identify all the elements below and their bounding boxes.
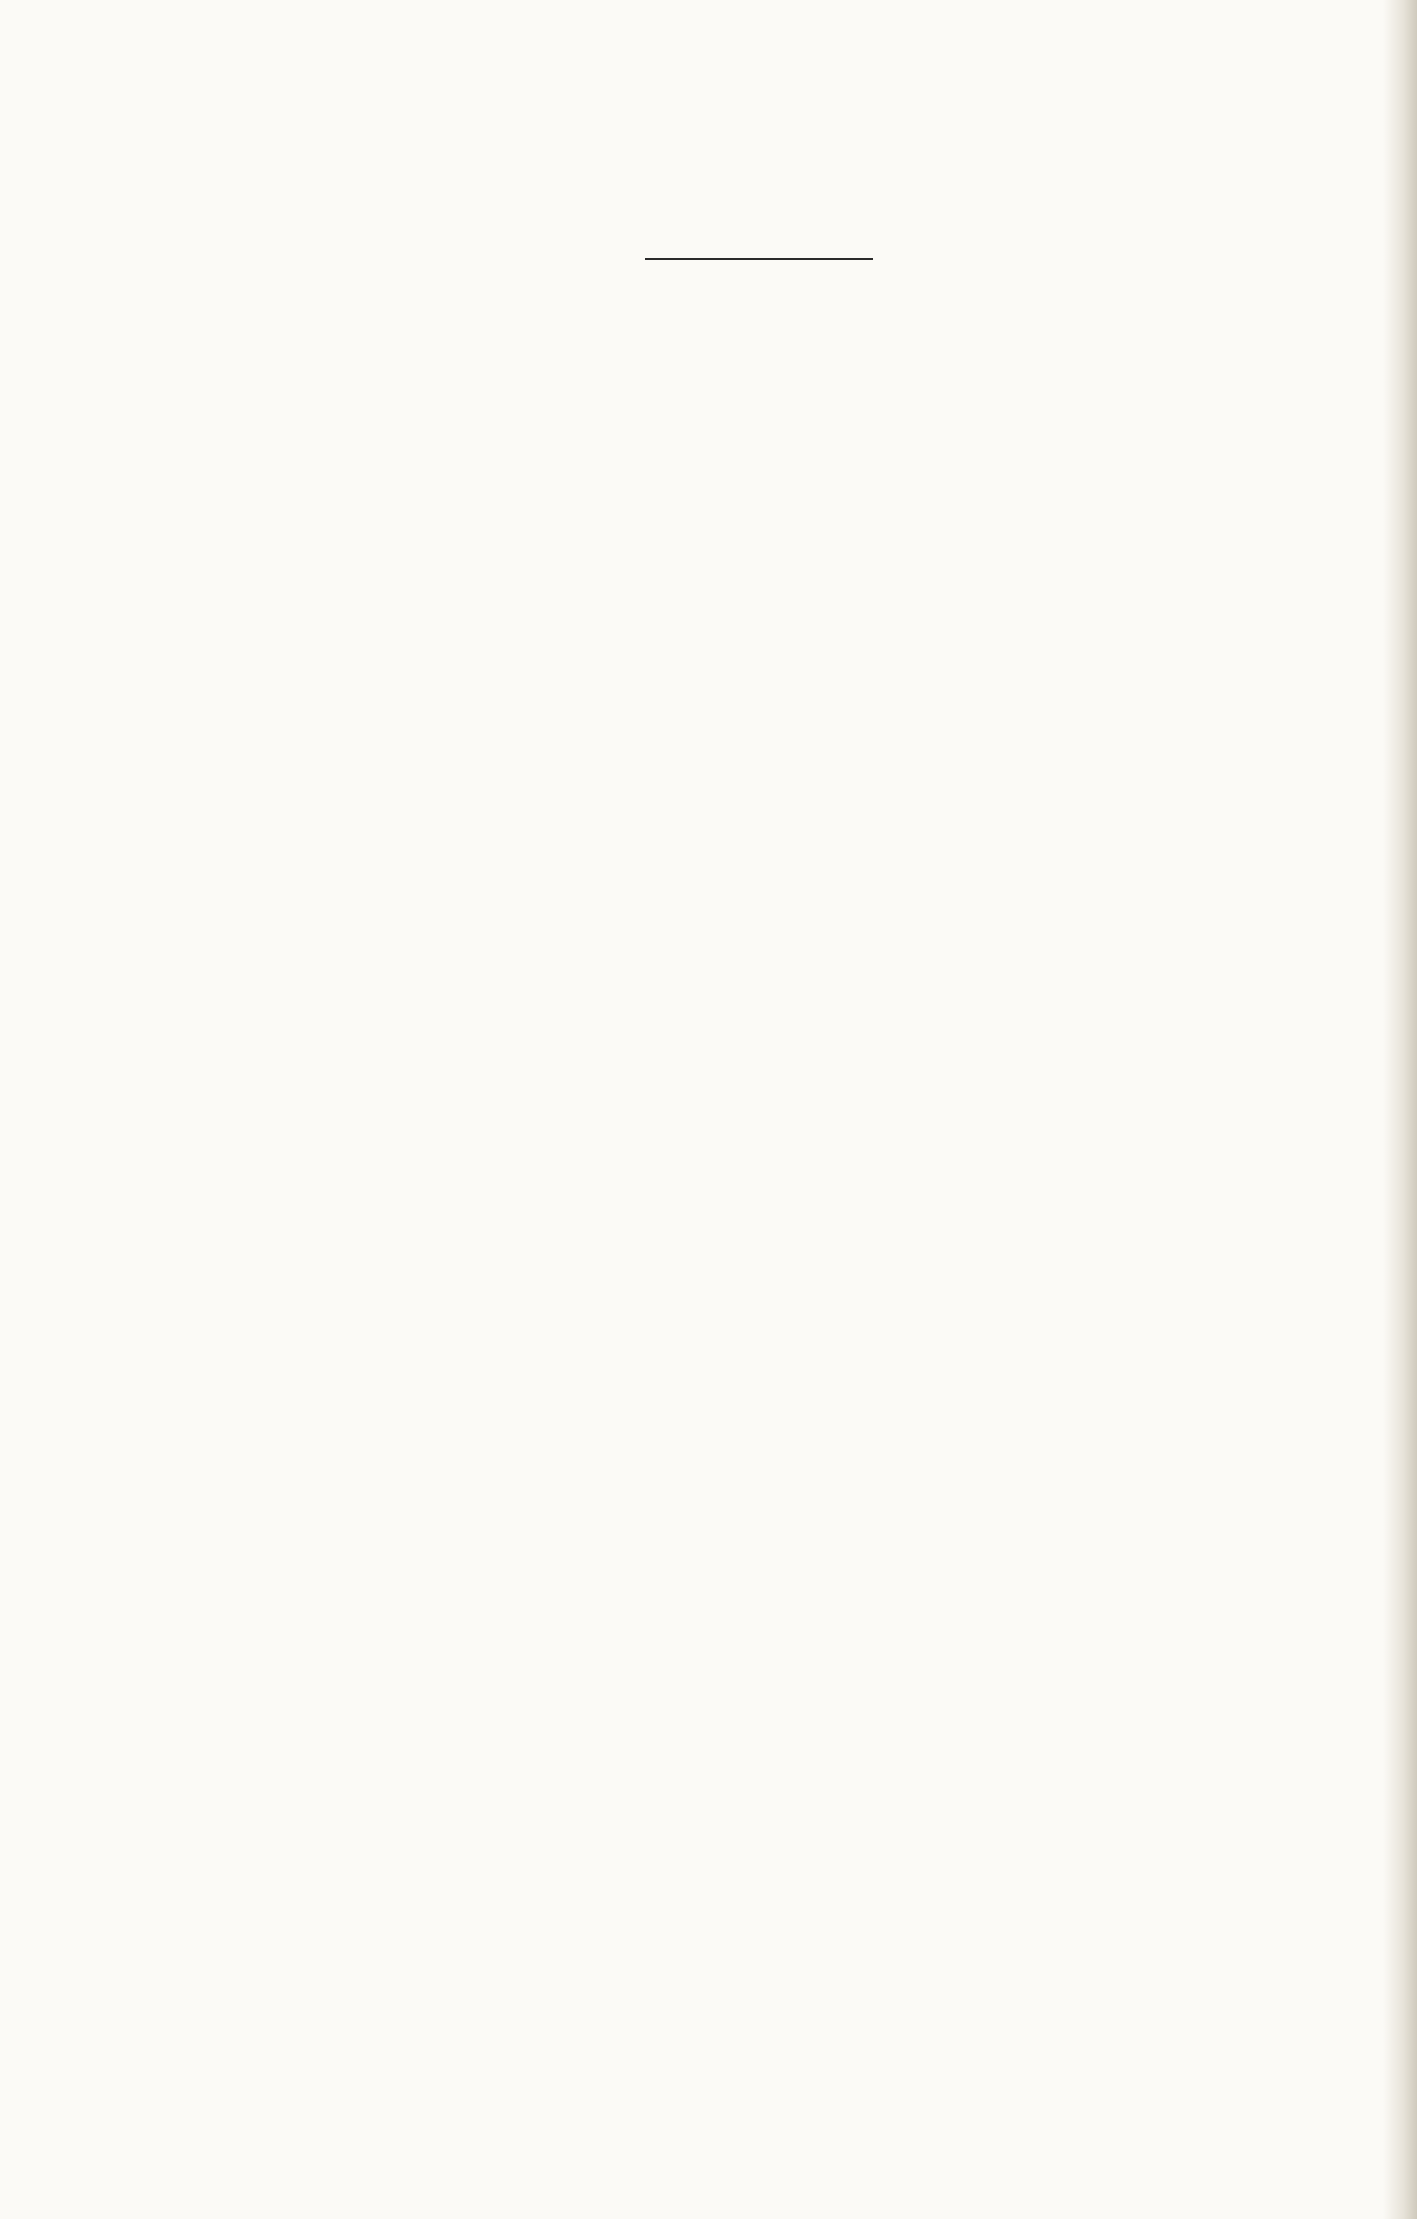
running-head — [185, 86, 1335, 136]
section-divider — [645, 258, 873, 260]
page-edge-shadow — [1383, 0, 1417, 2219]
